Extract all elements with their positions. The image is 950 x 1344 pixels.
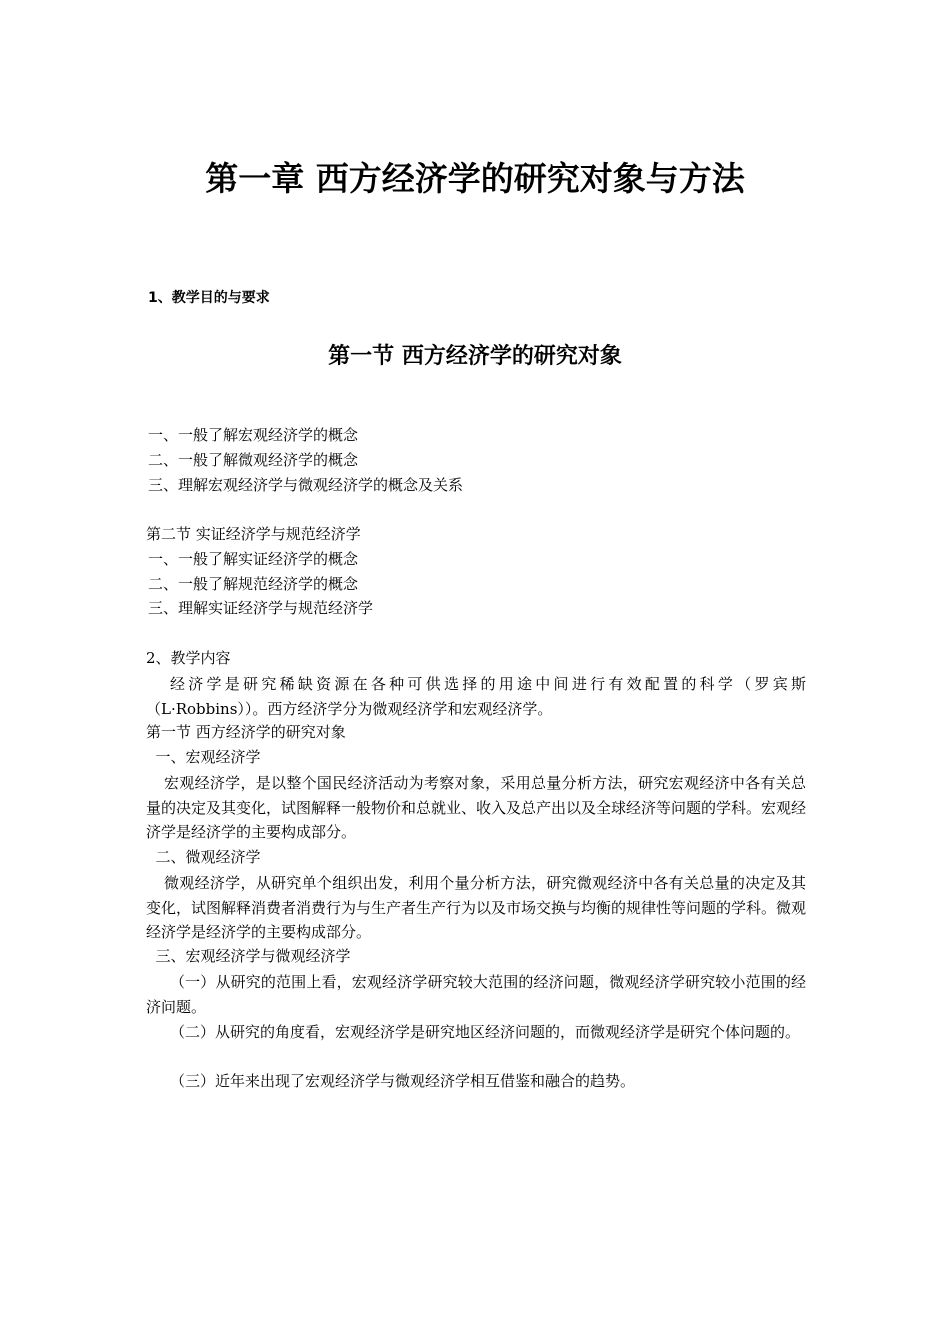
relation-point: （三）近年来出现了宏观经济学与微观经济学相互借鉴和融合的趋势。 [170, 1072, 636, 1090]
goal-item: 一、一般了解实证经济学的概念 [148, 550, 359, 568]
goal-item: 二、一般了解微观经济学的概念 [148, 451, 359, 469]
section2-heading: 第二节 实证经济学与规范经济学 [146, 525, 361, 543]
content-heading: 2、教学内容 [146, 649, 231, 667]
goal-item: 二、一般了解规范经济学的概念 [148, 575, 359, 593]
goal-item: 一、一般了解宏观经济学的概念 [148, 426, 359, 444]
micro-paragraph: 微观经济学，从研究单个组织出发，利用个量分析方法，研究微观经济中各有关总量的决定及其变化，试图解释消费者消费行为与生产者生产行为以及市场交换与均衡的规律性等问题的学科。微观经济学是经济学的主要构成部分。 [146, 874, 807, 942]
content-intro-paragraph: 经济学是研究稀缺资源在各种可供选择的用途中间进行有效配置的科学（罗宾斯（L·Robbins））。西方经济学分为微观经济学和宏观经济学。 [146, 675, 806, 718]
relation-heading: 三、宏观经济学与微观经济学 [146, 947, 351, 965]
macro-heading: 一、宏观经济学 [146, 748, 261, 766]
content-section1-heading: 第一节 西方经济学的研究对象 [146, 723, 346, 741]
section1-title: 第一节 西方经济学的研究对象 [328, 344, 622, 369]
relation-point: （一）从研究的范围上看，宏观经济学研究较大范围的经济问题，微观经济学研究较小范围的经济问题。 [146, 973, 806, 1016]
goal-item: 三、理解宏观经济学与微观经济学的概念及关系 [148, 476, 464, 494]
chapter-title: 第一章 西方经济学的研究对象与方法 [205, 159, 745, 198]
micro-heading: 二、微观经济学 [146, 848, 261, 866]
relation-point: （二）从研究的角度看，宏观经济学是研究地区经济问题的，而微观经济学是研究个体问题的。 [170, 1023, 801, 1041]
teaching-goal-heading: 1、教学目的与要求 [148, 290, 270, 306]
macro-paragraph: 宏观经济学，是以整个国民经济活动为考察对象，采用总量分析方法，研究宏观经济中各有关总量的决定及其变化，试图解释一般物价和总就业、收入及总产出以及全球经济等问题的学科。宏观经济学是经济学的主要构成部分。 [146, 774, 807, 842]
goal-item: 三、理解实证经济学与规范经济学 [148, 599, 374, 617]
